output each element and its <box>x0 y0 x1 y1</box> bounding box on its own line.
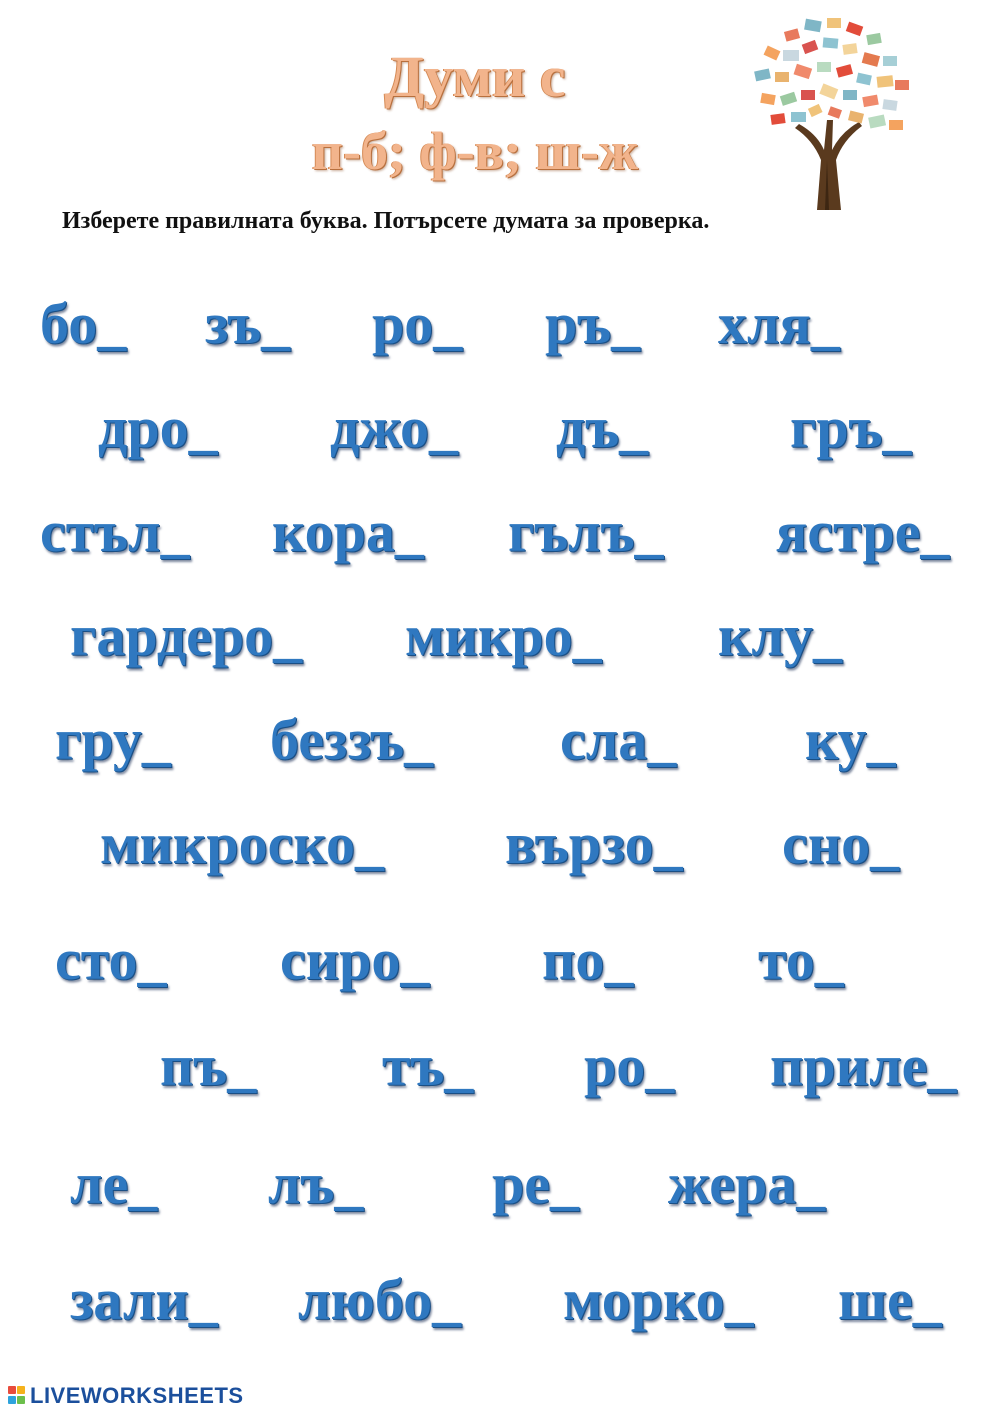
word-item[interactable]: дъ_ <box>556 395 649 460</box>
word-item[interactable]: сто_ <box>55 927 167 992</box>
word-item[interactable]: морко_ <box>563 1267 754 1332</box>
word-item[interactable]: гардеро_ <box>70 603 303 668</box>
word-item[interactable]: лъ_ <box>268 1151 364 1216</box>
word-item[interactable]: ре_ <box>492 1151 579 1216</box>
footer-brand <box>8 1384 244 1408</box>
word-item[interactable]: ястре_ <box>776 499 950 564</box>
word-item[interactable]: гълъ_ <box>508 499 664 564</box>
word-item[interactable]: дро_ <box>98 395 218 460</box>
word-item[interactable]: жера_ <box>668 1151 826 1216</box>
word-item[interactable]: зъ_ <box>205 291 291 356</box>
word-item[interactable]: ръ_ <box>545 291 641 356</box>
word-item[interactable]: джо_ <box>330 395 458 460</box>
word-item[interactable]: клу_ <box>718 603 842 668</box>
word-item[interactable]: вързо_ <box>505 811 683 876</box>
word-item[interactable]: по_ <box>542 927 634 992</box>
word-item[interactable]: ку_ <box>805 707 896 772</box>
word-item[interactable]: то_ <box>758 927 844 992</box>
word-item[interactable]: бо_ <box>40 291 127 356</box>
word-item[interactable]: ле_ <box>70 1151 158 1216</box>
word-item[interactable]: хля_ <box>718 291 840 356</box>
instruction-text: Изберете правилната буква. Потърсете думата за проверка. <box>62 208 710 234</box>
word-item[interactable]: пъ_ <box>160 1033 257 1098</box>
word-item[interactable]: микроско_ <box>100 811 384 876</box>
word-item[interactable]: сно_ <box>782 811 900 876</box>
word-item[interactable]: беззъ_ <box>270 707 434 772</box>
title-line-2: п-б; ф-в; ш-ж <box>311 121 639 181</box>
word-item[interactable]: ше_ <box>838 1267 942 1332</box>
book-tree-icon <box>725 10 925 210</box>
word-item[interactable]: стъл_ <box>40 499 190 564</box>
footer-brand-text: LIVEWORKSHEETS <box>30 1383 244 1408</box>
word-item[interactable]: ро_ <box>584 1033 675 1098</box>
word-item[interactable]: сла_ <box>560 707 677 772</box>
word-item[interactable]: приле_ <box>770 1033 957 1098</box>
word-item[interactable]: зали_ <box>70 1267 218 1332</box>
word-item[interactable]: кора_ <box>272 499 424 564</box>
title-line-1: Думи с <box>384 44 566 109</box>
liveworksheets-logo-icon <box>8 1386 26 1406</box>
word-item[interactable]: гру_ <box>55 707 171 772</box>
word-item[interactable]: сиро_ <box>280 927 430 992</box>
word-item[interactable]: тъ_ <box>382 1033 474 1098</box>
word-item[interactable]: гръ_ <box>790 395 912 460</box>
word-item[interactable]: ро_ <box>372 291 463 356</box>
word-item[interactable]: микро_ <box>405 603 602 668</box>
word-item[interactable]: любо_ <box>298 1267 462 1332</box>
